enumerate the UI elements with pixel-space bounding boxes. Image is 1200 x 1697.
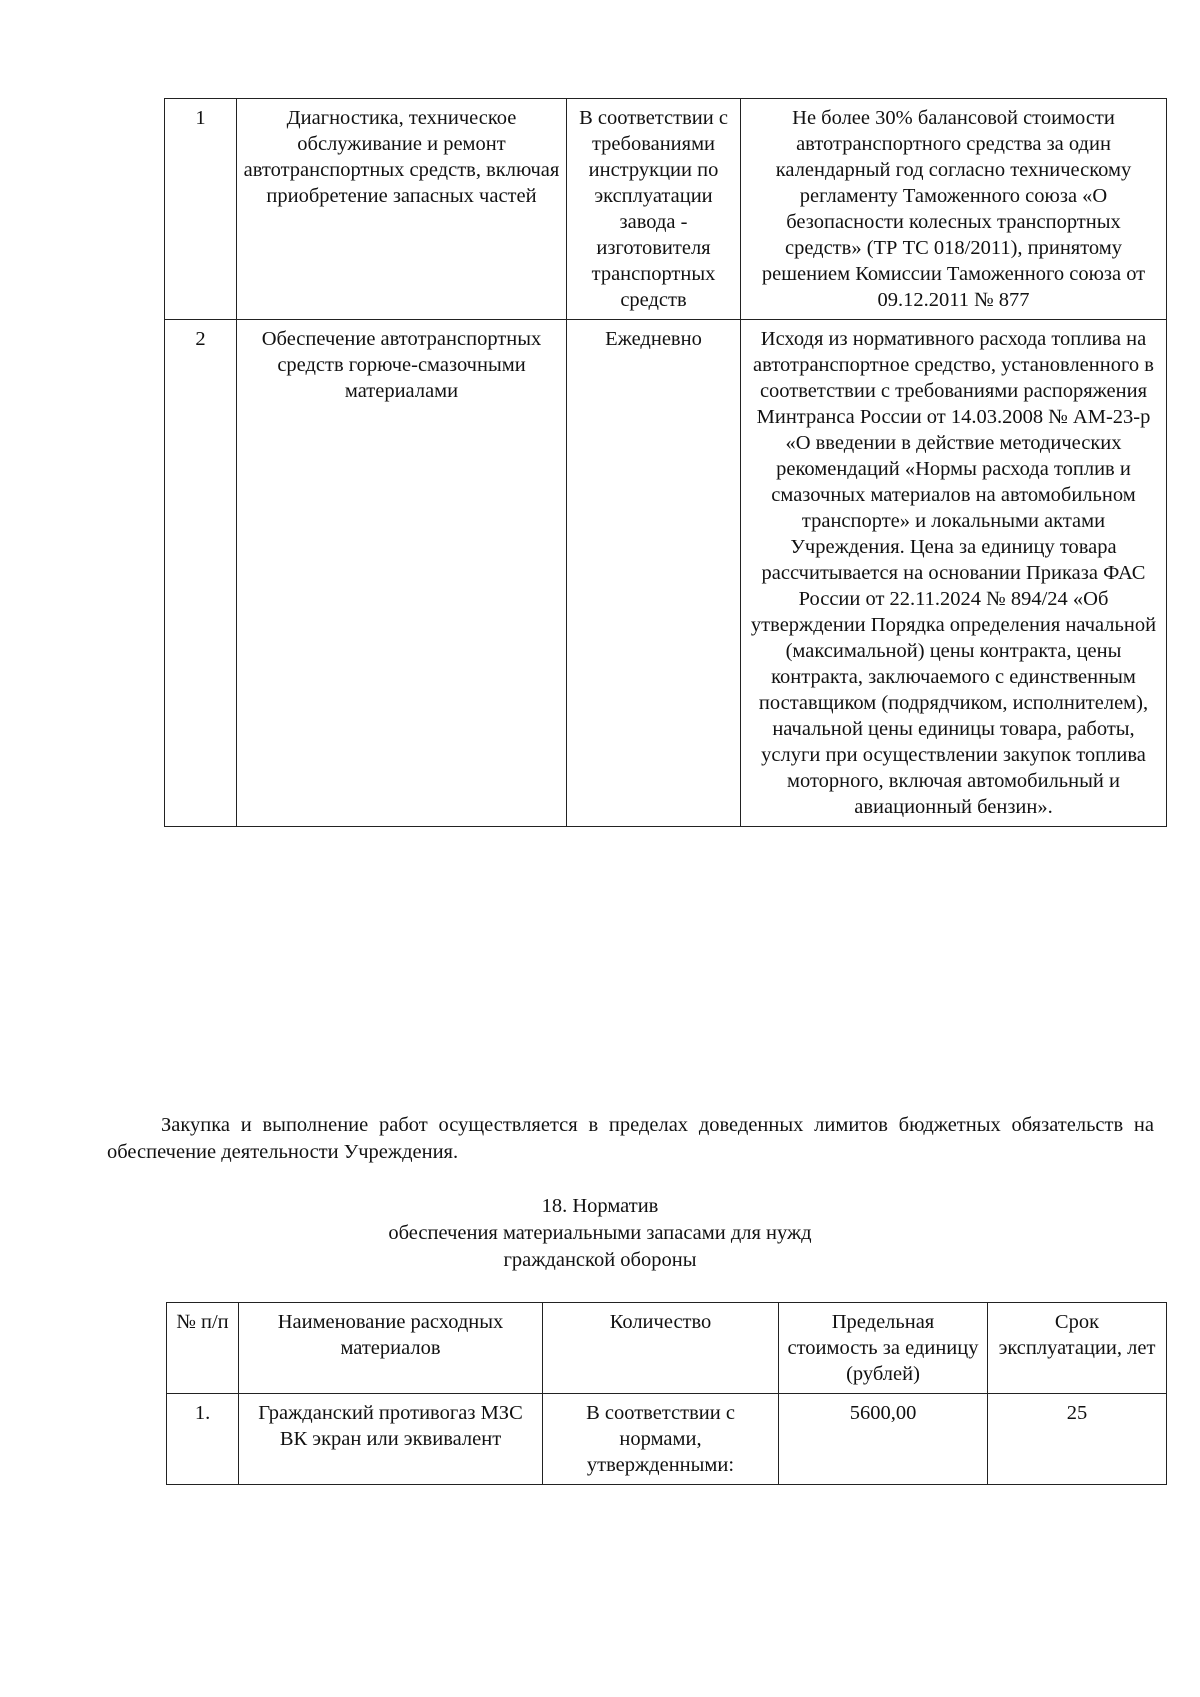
row-number: 1. [167,1394,239,1485]
item-name: Обеспечение автотранспортных средств горюче-смазочными материалами [237,320,567,827]
item-norm: Исходя из нормативного расхода топлива на автотранспортное средство, установленного в соответствии с требованиями распоряжения Минтранса России от 14.03.2008 № АМ-23-р «О введении в действие методических рекомендаций «Нормы расхода топлив и смазочных материалов на автомобильном транспорте» и локальными актами Учреждения. Цена за единицу товара рассчитывается на основании Приказа ФАС России от 22.11.2024 № 894/24 «Об утверждении Порядка определения начальной (максимальной) цены контракта, цены контракта, заключаемого с единственным поставщиком (подрядчиком, исполнителем), начальной цены единицы товара, работы, услуги при осуществлении закупок топлива моторного, включая автомобильный и авиационный бензин». [741,320,1167,827]
row-number: 1 [165,99,237,320]
row-number: 2 [165,320,237,827]
item-name: Гражданский противогаз МЗС ВК экран или эквивалент [239,1394,543,1485]
item-period: Ежедневно [567,320,741,827]
table-row [165,320,1167,827]
header-qty: Количество [543,1303,779,1394]
header-term: Срок эксплуатации, лет [988,1303,1167,1394]
item-name: Диагностика, техническое обслуживание и ремонт автотранспортных средств, включая приобретение запасных частей [237,99,567,320]
item-norm: Не более 30% балансовой стоимости автотранспортного средства за один календарный год согласно техническому регламенту Таможенного союза «О безопасности колесных транспортных средств» (ТР ТС 018/2011), принятому решением Комиссии Таможенного союза от 09.12.2011 № 877 [741,99,1167,320]
header-name: Наименование расходных материалов [239,1303,543,1394]
header-num: № п/п [167,1303,239,1394]
table-row [167,1394,1167,1485]
fleet-maintenance-table [164,98,1167,827]
section-subtitle-line1: обеспечения материальными запасами для нужд [388,1222,812,1244]
item-period: В соответствии с требованиями инструкции по эксплуатации завода - изготовителя транспортных средств [567,99,741,320]
table-row [165,99,1167,320]
section-subtitle-line2: гражданской обороны [503,1249,697,1271]
section-heading [0,1193,1200,1274]
item-qty: В соответствии с нормами, утвержденными: [543,1394,779,1485]
section-title: 18. Норматив [541,1195,659,1217]
header-price: Предельная стоимость за единицу (рублей) [779,1303,988,1394]
item-term: 25 [988,1394,1167,1485]
civil-defense-table [166,1302,1167,1485]
item-price: 5600,00 [779,1394,988,1485]
table-header-row [167,1303,1167,1394]
budget-paragraph: Закупка и выполнение работ осуществляется в пределах доведенных лимитов бюджетных обязательств на обеспечение деятельности Учреждения. [107,1114,1154,1163]
